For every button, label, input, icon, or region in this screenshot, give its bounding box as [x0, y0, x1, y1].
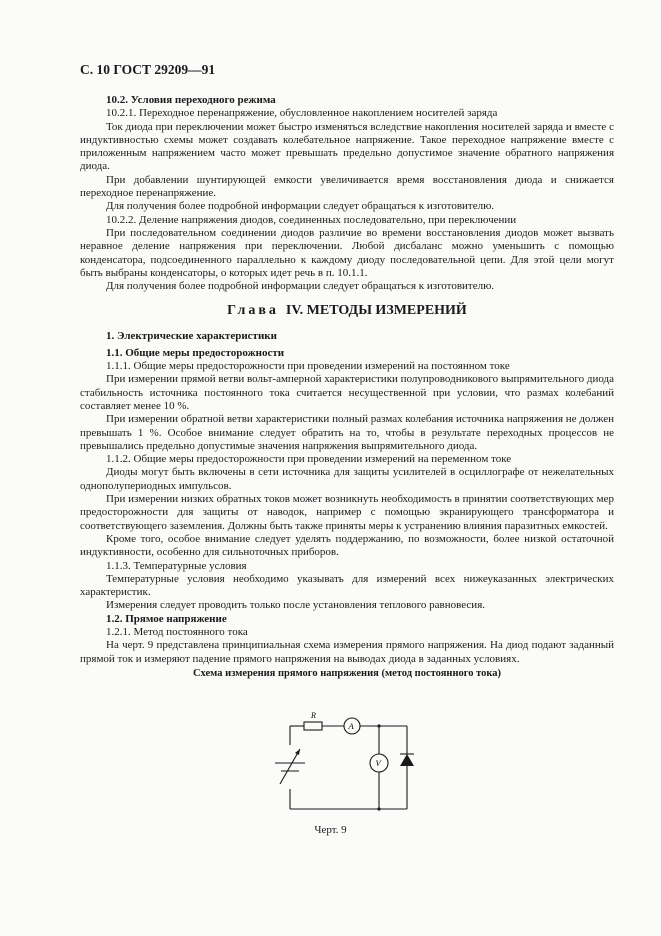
- paragraph: 1.1.2. Общие меры предосторожности при проведении измерений на переменном токе: [106, 453, 512, 466]
- voltmeter-label: V: [375, 758, 381, 768]
- subsection-heading: 1.1. Общие меры предосторожности: [106, 346, 285, 359]
- paragraph: При измерении прямой ветви вольт-амперной характеристики полупроводникового выпрямительного диода стабильность источника постоянного тока считается несущественной при условии, что размах колебаний составляет менее 10 %.: [80, 373, 614, 412]
- section-heading: 1. Электрические характеристики: [106, 330, 277, 343]
- paragraph: На черт. 9 представлена принципиальная схема измерения прямого напряжения. На диод подают заданный прямой ток и измеряют падение прямого напряжения на выводах диода в заданных условиях.: [80, 639, 614, 665]
- paragraph: При измерении обратной ветви характеристики полный размах колебания источника напряжения не должен превышать 1 %. Особое внимание следует обратить на то, чтобы в результате переходных процессов не превышались предельно допустимые значения напряжения выпрямительного диода.: [80, 413, 614, 452]
- figure-title: Схема измерения прямого напряжения (метод постоянного тока): [192, 667, 502, 679]
- resistor-label: R: [311, 711, 316, 720]
- adjust-arrow: [280, 749, 300, 784]
- section-heading: 10.2. Условия переходного режима: [106, 94, 276, 106]
- chapter-title: [80, 302, 614, 320]
- paragraph: 10.2.1. Переходное перенапряжение, обусловленное накоплением носителей заряда: [106, 107, 498, 120]
- chapter-name: IV. МЕТОДЫ ИЗМЕРЕНИЙ: [285, 303, 467, 319]
- paragraph: При последовательном соединении диодов различие во времени восстановления диодов может вызвать неравное деление напряжения при переключении. Любой дисбаланс можно уменьшить с помощью конденсатора, подсоединенного параллельно к каждому диоду последовательной цепи. Для этой цели могут быть выбраны конденсаторы, о которых идет речь в п. 10.1.1.: [80, 226, 614, 279]
- paragraph: Ток диода при переключении может быстро изменяться вследствие накопления носителей заряда и вместе с индуктивностью схемы может создавать колебательное напряжение. Такое переходное напряжение вместе с приложенным напряжением часто может превышать предельно допустимое значение обратного напряжения диода.: [80, 120, 614, 173]
- paragraph: 1.1.1. Общие меры предосторожности при проведении измерений на постоянном токе: [106, 360, 510, 373]
- paragraph: Диоды могут быть включены в сети источника для защиты усилителей в осциллографе от нежелательных однополупериодных импульсов.: [80, 466, 614, 492]
- page-header: С. 10 ГОСТ 29209—91: [80, 62, 216, 77]
- paragraph: При добавлении шунтирующей емкости увеличивается время восстановления диода и снижается переходное перенапряжение.: [80, 173, 614, 200]
- chapter-prefix: Глава: [227, 303, 279, 319]
- paragraph: Для получения более подробной информации следует обращаться к изготовителю.: [106, 200, 495, 213]
- resistor-symbol: [304, 722, 322, 730]
- diode-icon: [400, 754, 414, 766]
- paragraph: Для получения более подробной информации следует обращаться к изготовителю.: [106, 280, 495, 293]
- paragraph: 1.1.3. Температурные условия: [106, 559, 247, 572]
- paragraph: Измерения следует проводить только после установления теплового равновесия.: [106, 599, 486, 612]
- circuit-diagram: [270, 708, 420, 820]
- arrowhead: [295, 749, 300, 755]
- junction-dot: [377, 807, 380, 810]
- figure-caption: Черт. 9: [314, 824, 347, 836]
- paragraph: Температурные условия необходимо указывать для измерений всех нижеуказанных электрических характеристик.: [80, 572, 614, 599]
- ammeter-label: A: [348, 721, 354, 731]
- subsection-heading: 1.2. Прямое напряжение: [106, 612, 227, 625]
- paragraph: 1.2.1. Метод постоянного тока: [106, 625, 248, 638]
- junction-dot: [377, 724, 380, 727]
- paragraph: Кроме того, особое внимание следует уделять поддержанию, по возможности, более низкой остаточной индуктивности, особенно для сильноточных приборов.: [80, 532, 614, 559]
- paragraph: При измерении низких обратных токов может возникнуть необходимость в принятии соответствующих мер предосторожности для защиты от наводок, например с помощью экранирующего трансформатора и соответствующего заземления. Должны быть также приняты меры к устранению влияния паразитных емкостей.: [80, 493, 614, 532]
- page-content: [80, 94, 614, 680]
- paragraph: 10.2.2. Деление напряжения диодов, соединенных последовательно, при переключении: [106, 213, 517, 226]
